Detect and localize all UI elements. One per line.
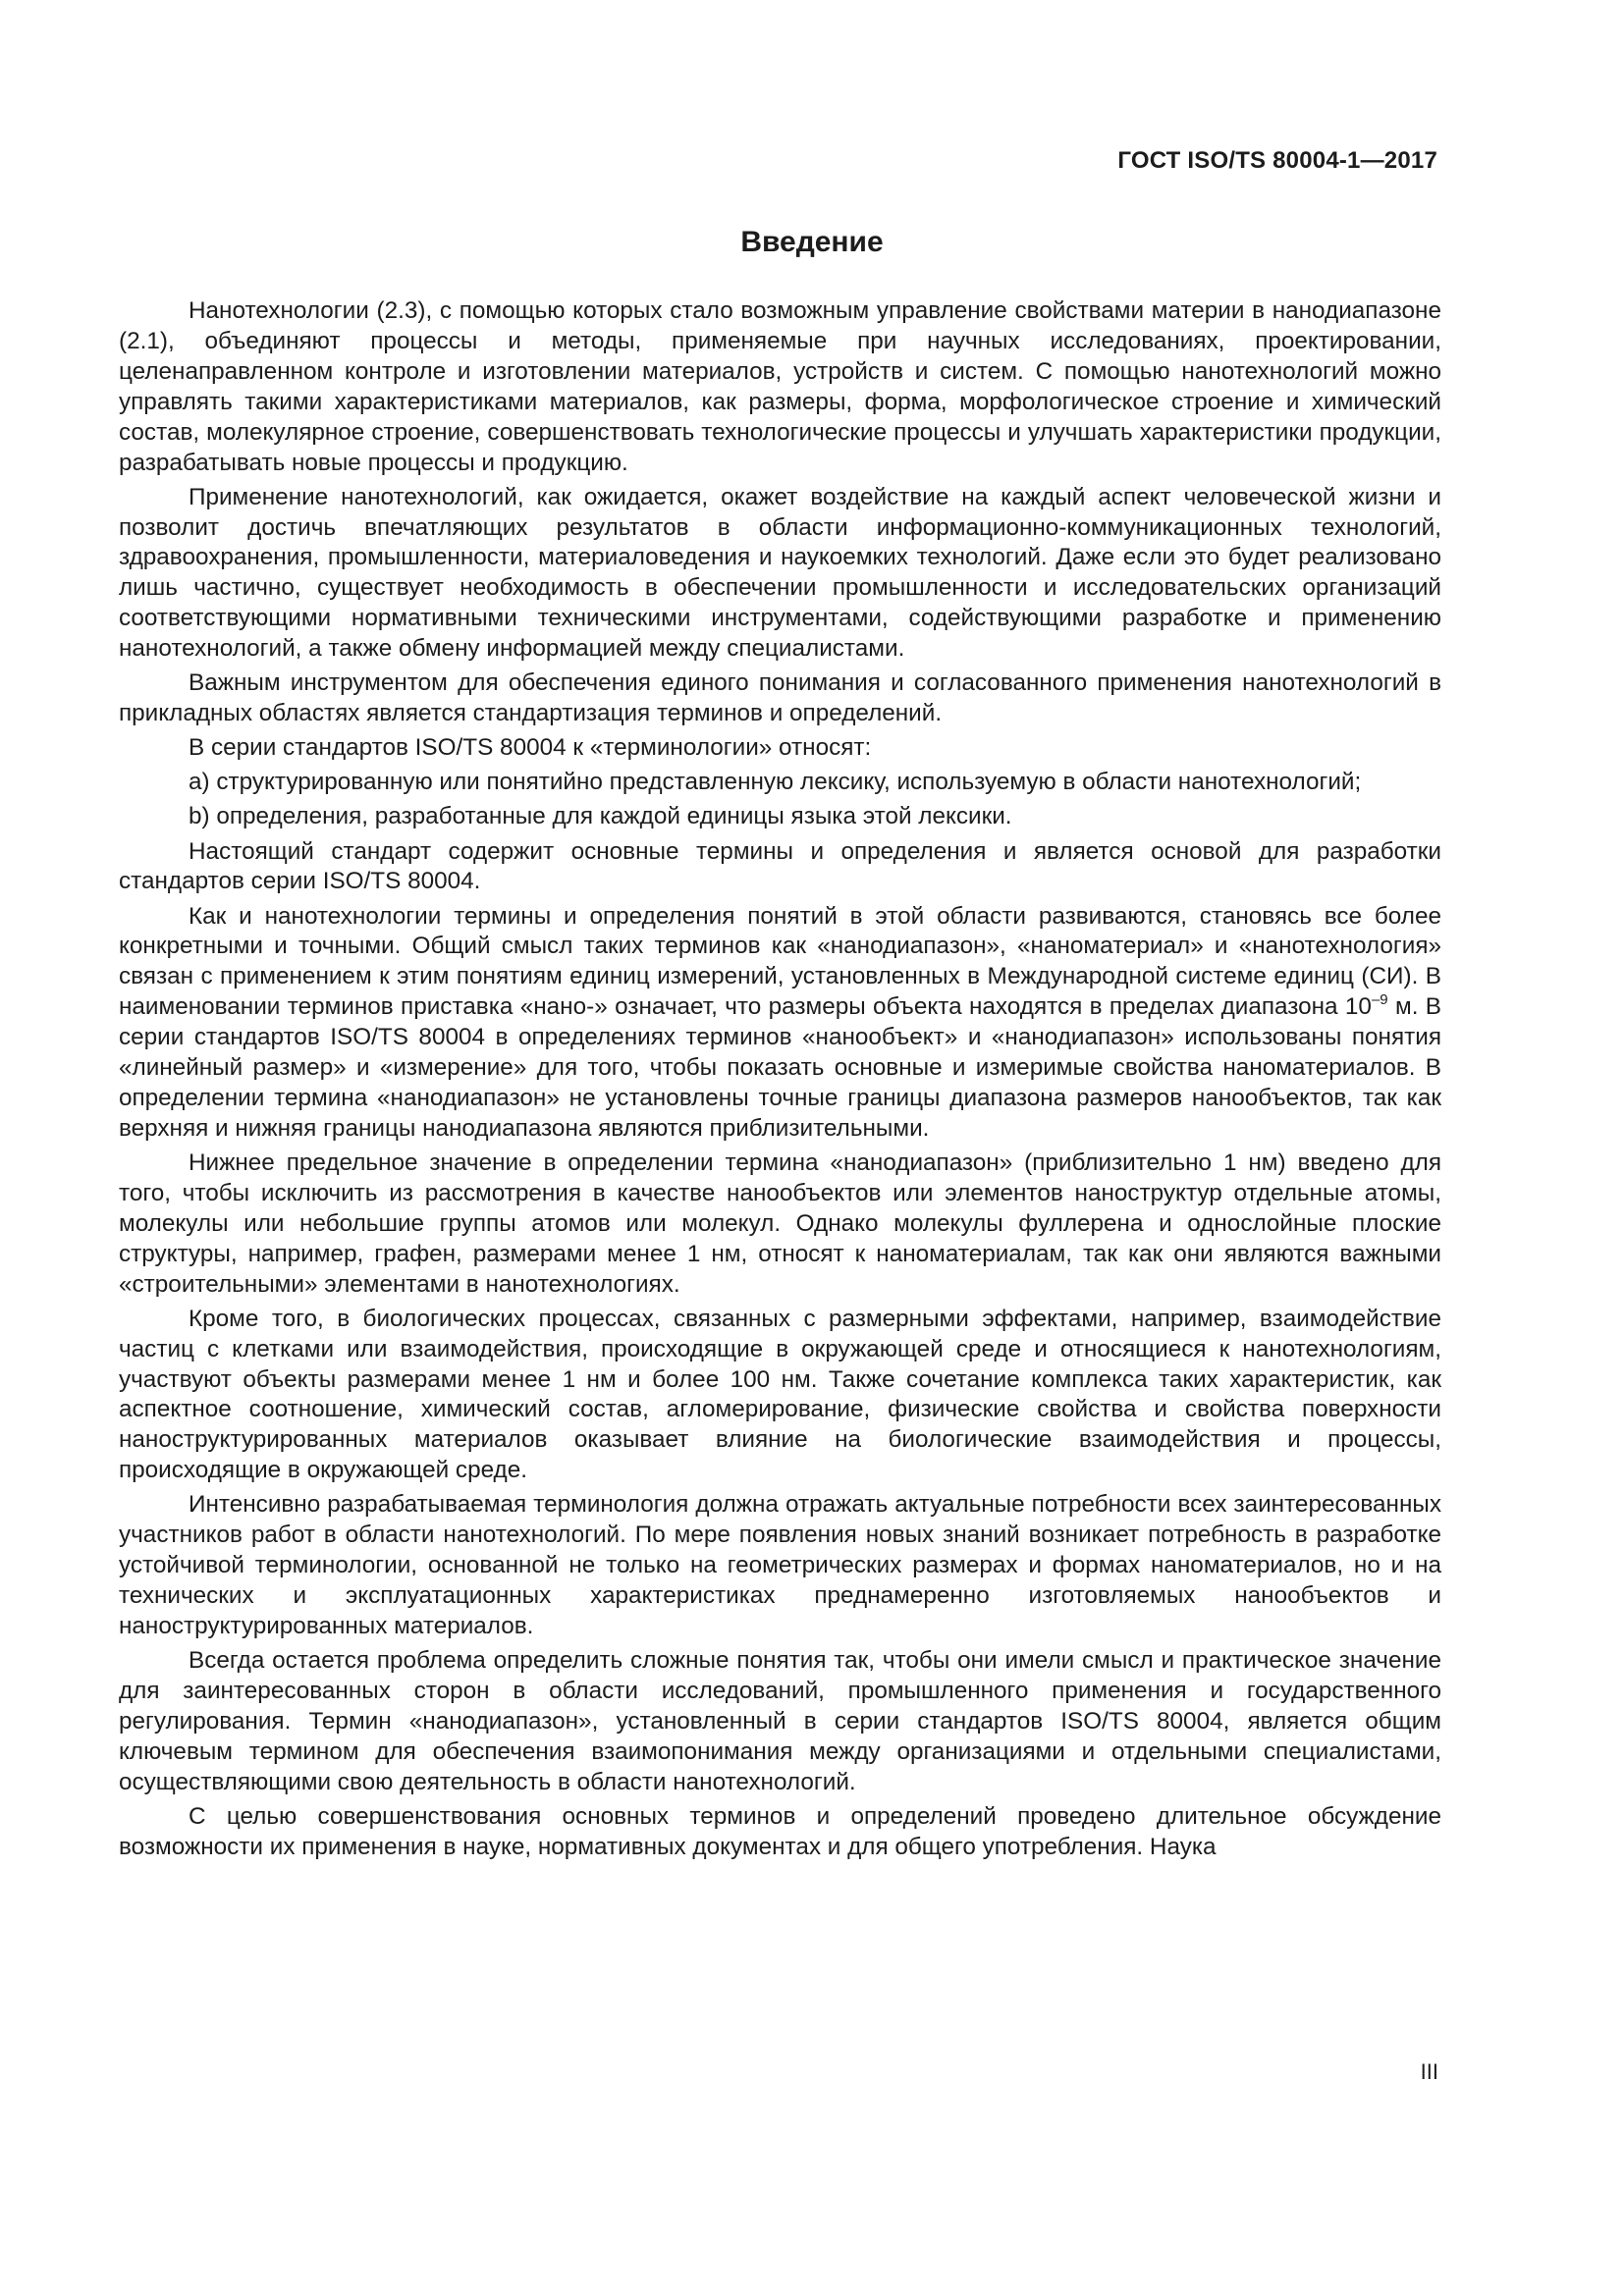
list-item-a: а) структурированную или понятийно представленную лексику, используемую в области нанотехнологий; [189, 769, 1362, 796]
exponent: –9 [1371, 991, 1388, 1009]
paragraph-6-start: Как и нанотехнологии термины и определения понятий в этой области развиваются, становясь все более конкретными и точными. Общий смысл таких терминов как «нанодиапазон», «наноматериал» и «нанотехнология» связан с применением к этим понятиям единиц измерений, установленных в Международной системе единиц (СИ). В наименовании терминов приставка «нано-» означает, что размеры объекта находятся в пределах диапазона 10 [119, 902, 1441, 1021]
paragraph-3: Важным инструментом для обеспечения единого понимания и согласованного применения нанотехнологий в прикладных областях является стандартизация терминов и определений. [119, 669, 1441, 727]
paragraph-10: Всегда остается проблема определить сложные понятия так, чтобы они имели смысл и практическое значение для заинтересованных сторон в области исследований, промышленного применения и государственного регулирования. Термин «нанодиапазон», установленный в серии стандартов ISO/TS 80004, является общим ключевым термином для обеспечения взаимопонимания между организациями и отдельными специалистами, осуществляющими свою деятельность в области нанотехнологий. [119, 1647, 1441, 1795]
standard-code-header: ГОСТ ISO/TS 80004-1—2017 [1117, 147, 1437, 174]
page-title: Введение [740, 226, 884, 258]
paragraph-6 [119, 902, 1441, 1145]
paragraph-5: Настоящий стандарт содержит основные термины и определения и является основой для разработки стандартов серии ISO/TS 80004. [119, 837, 1441, 895]
paragraph-7: Нижнее предельное значение в определении термина «нанодиапазон» (приблизительно 1 нм) введено для того, чтобы исключить из рассмотрения в качестве нанообъектов или элементов наноструктур отдельные атомы, молекулы или небольшие группы атомов или молекул. Однако молекулы фуллерена и однослойные плоские структуры, например, графен, размерами менее 1 нм, относят к наноматериалам, так как они являются важными «строительными» элементами в нанотехнологиях. [119, 1148, 1441, 1298]
page-number: III [1420, 2059, 1438, 2084]
paragraph-2: Применение нанотехнологий, как ожидается, окажет воздействие на каждый аспект человеческой жизни и позволит достичь впечатляющих результатов в области информационно-коммуникационных технологий, здравоохранения, промышленности, материаловедения и наукоемких технологий. Даже если это будет реализовано лишь частично, существует необходимость в обеспечении промышленности и исследовательских организаций соответствующими нормативными техническими инструментами, содействующими разработке и применению нанотехнологий, а также обмену информацией между специалистами. [119, 483, 1441, 663]
list-item-b: b) определения, разработанные для каждой единицы языка этой лексики. [189, 803, 1012, 830]
paragraph-4: В серии стандартов ISO/TS 80004 к «терминологии» относят: [189, 734, 872, 762]
paragraph-11: С целью совершенствования основных терминов и определений проведено длительное обсуждение возможности их применения в науке, нормативных документах и для общего употребления. Наука [119, 1802, 1441, 1860]
paragraph-6-end: м. В серии стандартов ISO/TS 80004 в определениях терминов «нанообъект» и «нанодиапазон» использованы понятия «линейный размер» и «измерение» для того, чтобы показать основные и измеримые свойства наноматериалов. В определении термина «нанодиапазон» не установлены точные границы диапазона размеров нанообъектов, так как верхняя и нижняя границы нанодиапазона являются приблизительными. [119, 993, 1441, 1142]
paragraph-1: Нанотехнологии (2.3), с помощью которых стало возможным управление свойствами материи в нанодиапазоне (2.1), объединяют процессы и методы, применяемые при научных исследованиях, проектировании, целенаправленном контроле и изготовлении материалов, устройств и систем. С помощью нанотехнологий можно управлять такими характеристиками материалов, как размеры, форма, морфологическое строение и химический состав, молекулярное строение, совершенствовать технологические процессы и улучшать характеристики продукции, разрабатывать новые процессы и продукцию. [119, 297, 1441, 476]
paragraph-8: Кроме того, в биологических процессах, связанных с размерными эффектами, например, взаимодействие частиц с клетками или взаимодействия, происходящие в окружающей среде и относящиеся к нанотехнологиям, участвуют объекты размерами менее 1 нм и более 100 нм. Также сочетание комплекса таких характеристик, как аспектное соотношение, химический состав, агломерирование, физические свойства и свойства поверхности наноструктурированных материалов оказывает влияние на биологические взаимодействия и процессы, происходящие в окружающей среде. [119, 1305, 1441, 1484]
body-text [119, 296, 1441, 1867]
paragraph-9: Интенсивно разрабатываемая терминология должна отражать актуальные потребности всех заинтересованных участников работ в области нанотехнологий. По мере появления новых знаний возникает потребность в разработке устойчивой терминологии, основанной не только на геометрических размерах и формах наноматериалов, но и на технических и эксплуатационных характеристиках преднамеренно изготовляемых нанообъектов и наноструктурированных материалов. [119, 1491, 1441, 1639]
